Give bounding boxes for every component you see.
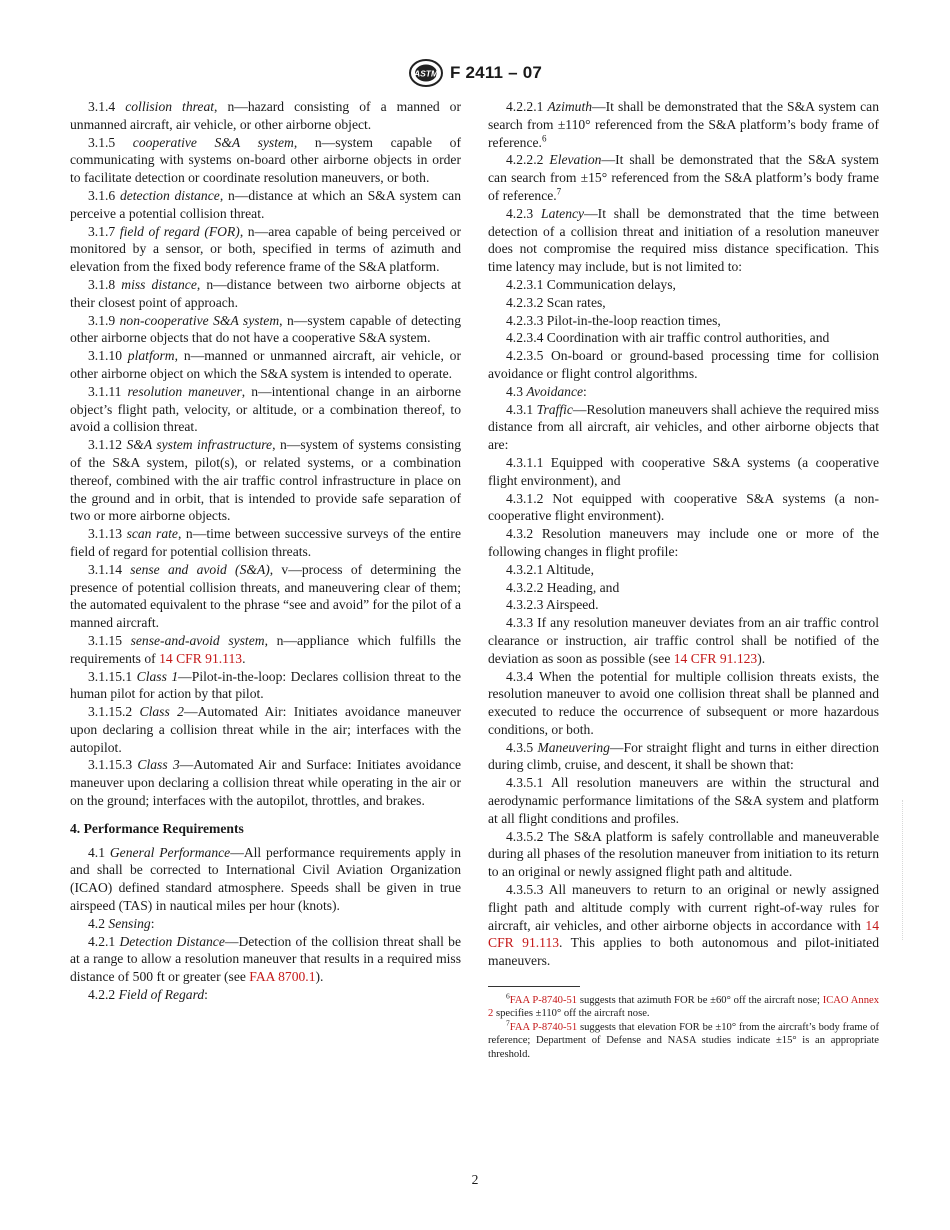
definition-text: —Detection of the collision threat shall be at a range to allow a resolution maneuver that results in a required miss distance of 500 ft or greater (see [70, 933, 461, 985]
footnote-number: 7 [506, 1018, 510, 1028]
paragraph [488, 205, 879, 276]
footnotes [488, 986, 879, 1061]
term: sense and avoid (S&A) [130, 561, 270, 577]
term: Sensing [108, 915, 151, 931]
clause-number: 4.2.3 [506, 205, 534, 221]
paragraph-text: ). [757, 650, 766, 666]
term: Class 2 [139, 704, 184, 720]
footnote-text: specifies ±110° off the aircraft nose. [493, 1008, 650, 1020]
term: Detection Distance [119, 933, 225, 949]
paragraph [70, 561, 461, 632]
definition-text: —Automated Air and Surface: Initiates avoidance maneuver upon declaring a collision threat while operating in the air or on the ground; interfaces with the autopilot, throttles, and brakes. [70, 757, 461, 809]
clause-number: 3.1.7 [88, 223, 116, 239]
clause-number: 3.1.6 [88, 187, 116, 203]
clause-number: 3.1.11 [88, 383, 122, 399]
paragraph [488, 739, 879, 775]
paragraph-text: 4.3.1.1 Equipped with cooperative S&A systems (a cooperative flight environment), and [488, 454, 879, 488]
term: resolution maneuver [127, 383, 242, 399]
paragraph [488, 276, 879, 294]
paragraph [488, 828, 879, 881]
term: collision threat [125, 99, 215, 114]
definition-text: , v—process of determining the presence of potential collision threats, and maneuvering clear of them; the automated equivalent to the phrase “see and avoid” for the pilot of a manned aircraft. [70, 561, 461, 631]
definition-text: , n—distance at which an S&A system can perceive a potential collision threat. [70, 187, 461, 221]
footnote-text: suggests that azimuth FOR be ±60° off the aircraft nose; [577, 995, 823, 1007]
paragraph-text: 4.3.5.1 All resolution maneuvers are within the structural and aerodynamic performance limitations of the S&A system and platform at all flight conditions and profiles. [488, 775, 879, 826]
reference-link[interactable]: ICAO Annex 2 [488, 995, 880, 1020]
definition-text: , n—system capable of communicating with systems on-board other airborne objects in order to facilitate detection or coordinate resolution maneuvers, or both. [70, 134, 461, 186]
paragraph [70, 986, 461, 1004]
page-number: 2 [471, 1172, 479, 1187]
document-designation: F 2411 – 07 [450, 63, 542, 82]
term: Azimuth [547, 99, 593, 114]
term: Traffic [536, 401, 573, 417]
reference-link[interactable]: FAA P-8740-51 [509, 995, 578, 1007]
paragraph [70, 632, 461, 668]
section-heading: 4. Performance Requirements [70, 820, 244, 836]
paragraph [488, 561, 879, 579]
clause-number: 3.1.12 [88, 437, 122, 453]
definition-text: —Automated Air: Initiates avoidance maneuver upon declaring a collision threat while in the air; interfaces with the autopilot. [70, 704, 461, 755]
definition-text: , n—distance between two airborne objects at their closest point of approach. [70, 276, 462, 310]
definition-text: —It shall be demonstrated that the S&A system can search from ±110° referenced from the S&A platform’s body frame of reference. [488, 99, 880, 150]
paragraph-text: 4.3.2 Resolution maneuvers may include one or more of the following changes in flight profile: [488, 526, 879, 559]
reference-link[interactable]: FAA 8700.1 [249, 969, 316, 985]
definition-text: , n—system of systems consisting of the S&A system, pilot(s), or related systems, or a combination thereof, combined with the air traffic control infrastructure in place on the ground and in orbit, that is intended to provide safe separation of two or more airborne objects. [70, 437, 461, 524]
paragraph [70, 756, 461, 809]
term: Class 1 [136, 668, 179, 684]
paragraph [488, 579, 879, 597]
paragraph-text: 4.3.5.3 All maneuvers to return to an original or newly assigned flight path and altitude comply with current right-of-way rules for aircraft, air vehicles, and other airborne objects in accordance with [488, 882, 879, 933]
paragraph [488, 881, 879, 970]
term: S&A system infrastructure [126, 437, 273, 453]
astm-logo-icon [408, 58, 444, 88]
paragraph-text: 4.2.3.2 Scan rates, [506, 294, 606, 310]
term: field of regard (FOR) [119, 223, 240, 239]
paragraph [70, 134, 461, 187]
paragraph-text: ). [315, 969, 324, 985]
footnote [488, 1018, 879, 1061]
term: sense-and-avoid system [130, 632, 265, 648]
clause-number: 4.2 [88, 915, 105, 931]
clause-number: 3.1.15.3 [88, 757, 133, 773]
paragraph [70, 844, 461, 915]
paragraph [488, 383, 879, 401]
footnote-rule [488, 986, 580, 987]
paragraph-text: 4.3.3 If any resolution maneuver deviates from an air traffic control clearance or instruction, air traffic control shall be notified of the deviation as soon as possible (see [488, 615, 879, 666]
definition-text: —Pilot-in-the-loop: Declares collision threat to the human pilot for action by that pilot. [70, 668, 461, 702]
clause-number: 3.1.5 [88, 134, 116, 150]
term: Maneuvering [537, 739, 610, 755]
footnote-number: 6 [506, 991, 510, 1001]
definition-text: , n—intentional change in an airborne object’s flight path, velocity, or altitude, or a combination thereof, to avoid a collision threat. [70, 383, 461, 435]
definition-text: : [583, 383, 587, 399]
margin-stamp [902, 800, 909, 940]
clause-number: 4.3.1 [506, 401, 534, 417]
paragraph-text: 4.3.2.1 Altitude, [506, 561, 594, 577]
paragraph-text: 4.2.3.4 Coordination with air traffic control authorities, and [506, 330, 830, 346]
paragraph [70, 383, 461, 436]
paragraph-text: 4.3.1.2 Not equipped with cooperative S&A systems (a non-cooperative flight environment). [488, 490, 879, 524]
paragraph-text: 4.3.2.2 Heading, and [506, 579, 620, 595]
reference-link[interactable]: 14 CFR 91.123 [673, 650, 758, 666]
paragraph-text: 4.2.3.5 On-board or ground-based processing time for collision avoidance or flight control algorithms. [488, 348, 879, 381]
paragraph-text: . [242, 650, 246, 666]
right-column-body [488, 98, 879, 970]
term: non-cooperative S&A system [119, 312, 280, 328]
paragraph [488, 151, 879, 204]
left-column [70, 98, 461, 1004]
clause-number: 4.3 [506, 383, 523, 399]
astm-logo-text: ASTM [413, 68, 439, 79]
clause-number: 3.1.15.1 [88, 668, 133, 684]
definition-text: , n—hazard consisting of a manned or unmanned aircraft, air vehicle, or other airborne object. [70, 99, 462, 132]
definition-text: —Resolution maneuvers shall achieve the required miss distance from all aircraft, air vehicles, and other airborne objects that are: [488, 401, 879, 453]
paragraph-text: 4.3.2.3 Airspeed. [506, 597, 599, 613]
clause-number: 4.1 [88, 844, 105, 860]
paragraph [70, 703, 461, 756]
term: General Performance [109, 844, 231, 860]
footnote-text: suggests that elevation FOR be ±10° from the aircraft’s body frame of reference; Department of Defense and NASA studies indicate ±15° is an appropriate threshold. [488, 1021, 879, 1060]
paragraph [488, 454, 879, 490]
clause-number: 3.1.10 [88, 348, 122, 364]
clause-number: 3.1.13 [88, 526, 122, 542]
footnote-list [488, 991, 880, 1061]
term: miss distance [121, 276, 197, 292]
term: Avoidance [526, 383, 584, 399]
paragraph [70, 187, 461, 223]
paragraph [488, 525, 879, 561]
clause-number: 4.2.2.1 [506, 99, 544, 114]
paragraph [488, 98, 879, 151]
reference-link[interactable]: FAA P-8740-51 [509, 1021, 578, 1033]
reference-link[interactable]: 14 CFR 91.113 [488, 917, 879, 951]
term: Elevation [549, 152, 602, 168]
paragraph-text: 4.3.5.2 The S&A platform is safely controllable and maneuverable during all phases of the resolution maneuver from initiation to its return to an original or newly assigned flight path and altitude. [488, 828, 879, 880]
definition-text: —All performance requirements apply in and shall be corrected to International Civil Aviation Organization (ICAO) defined standard atmosphere. Speeds shall be given in true airspeed (TAS) in nautical miles per hour (knots). [70, 844, 461, 914]
paragraph [70, 436, 461, 525]
clause-number: 4.3.5 [506, 739, 534, 755]
clause-number: 4.2.2.2 [506, 152, 544, 168]
definition-text: , n—system capable of detecting other airborne objects that do not have a cooperative S&A system. [70, 312, 461, 346]
paragraph [488, 774, 879, 827]
term: cooperative S&A system [132, 134, 294, 150]
clause-number: 4.2.2 [88, 987, 116, 1003]
definition-text: : [150, 915, 155, 931]
paragraph [70, 933, 461, 986]
definition-text: , n—time between successive surveys of the entire field of regard for potential collision threats. [70, 526, 461, 559]
paragraph [70, 98, 461, 134]
paragraph [488, 614, 879, 667]
clause-number: 3.1.9 [88, 312, 116, 328]
definition-text: —For straight flight and turns in either direction during climb, cruise, and descent, it shall be shown that: [488, 739, 879, 773]
term: platform [127, 348, 175, 364]
paragraph [70, 276, 461, 312]
term: Latency [541, 205, 585, 221]
reference-link[interactable]: 14 CFR 91.113 [159, 650, 243, 666]
paragraph [488, 312, 879, 330]
paragraph [70, 668, 461, 704]
definition-text: , n—manned or unmanned aircraft, air vehicle, or other airborne object on which the S&A system is intended to operate. [70, 348, 461, 381]
paragraph-text: 4.2.3.1 Communication delays, [506, 276, 676, 292]
paragraph [70, 525, 461, 561]
paragraph-text: 4.3.4 When the potential for multiple collision threats exists, the resolution maneuver to avoid one collision threat shall be planned and executed to reduce the occurrence of subsequent or more hazardous conditions, or both. [488, 668, 879, 737]
definition-text: —It shall be demonstrated that the S&A system can search from ±15° referenced from the S&A platform’s body frame of reference. [488, 152, 879, 203]
footnote-marker[interactable]: 7 [556, 186, 562, 197]
clause-number: 3.1.4 [88, 99, 116, 114]
definition-text: , n—area capable of being perceived or monitored by a sensor, or both, specified in terms of azimuth and elevation from the fixed body reference frame of the S&A platform. [70, 223, 462, 275]
paragraph [488, 596, 879, 614]
clause-number: 3.1.14 [88, 561, 122, 577]
definition-text: : [204, 987, 208, 1003]
term: Field of Regard [118, 987, 205, 1003]
clause-number: 3.1.15 [88, 632, 122, 648]
term: scan rate [126, 526, 178, 542]
page-header [0, 58, 950, 88]
paragraph [488, 347, 879, 383]
paragraph-text: 4.2.3.3 Pilot-in-the-loop reaction times, [506, 312, 721, 328]
paragraph [488, 490, 879, 526]
paragraph [488, 329, 879, 347]
paragraph [488, 294, 879, 312]
footnote [488, 991, 880, 1021]
definition-text: —It shall be demonstrated that the time between detection of a collision threat and initiation of a resolution maneuver does not compromise the required miss distance specification. This time latency may include, but is not limited to: [488, 205, 879, 275]
term: Class 3 [137, 757, 180, 773]
clause-number: 3.1.8 [88, 276, 116, 292]
definition-text: , n—appliance which fulfills the requirements of [70, 632, 461, 666]
paragraph [70, 223, 461, 276]
paragraph [70, 312, 461, 348]
clause-number: 4.2.1 [88, 933, 116, 949]
paragraph [70, 915, 461, 933]
clause-number: 3.1.15.2 [88, 704, 133, 720]
paragraph [488, 668, 879, 739]
paragraph [70, 347, 461, 383]
footnote-marker[interactable]: 6 [541, 133, 547, 144]
right-column [488, 98, 879, 1061]
paragraph-text: . This applies to both autonomous and pilot-initiated maneuvers. [488, 935, 879, 969]
term: detection distance [119, 187, 220, 203]
paragraph [488, 401, 879, 454]
